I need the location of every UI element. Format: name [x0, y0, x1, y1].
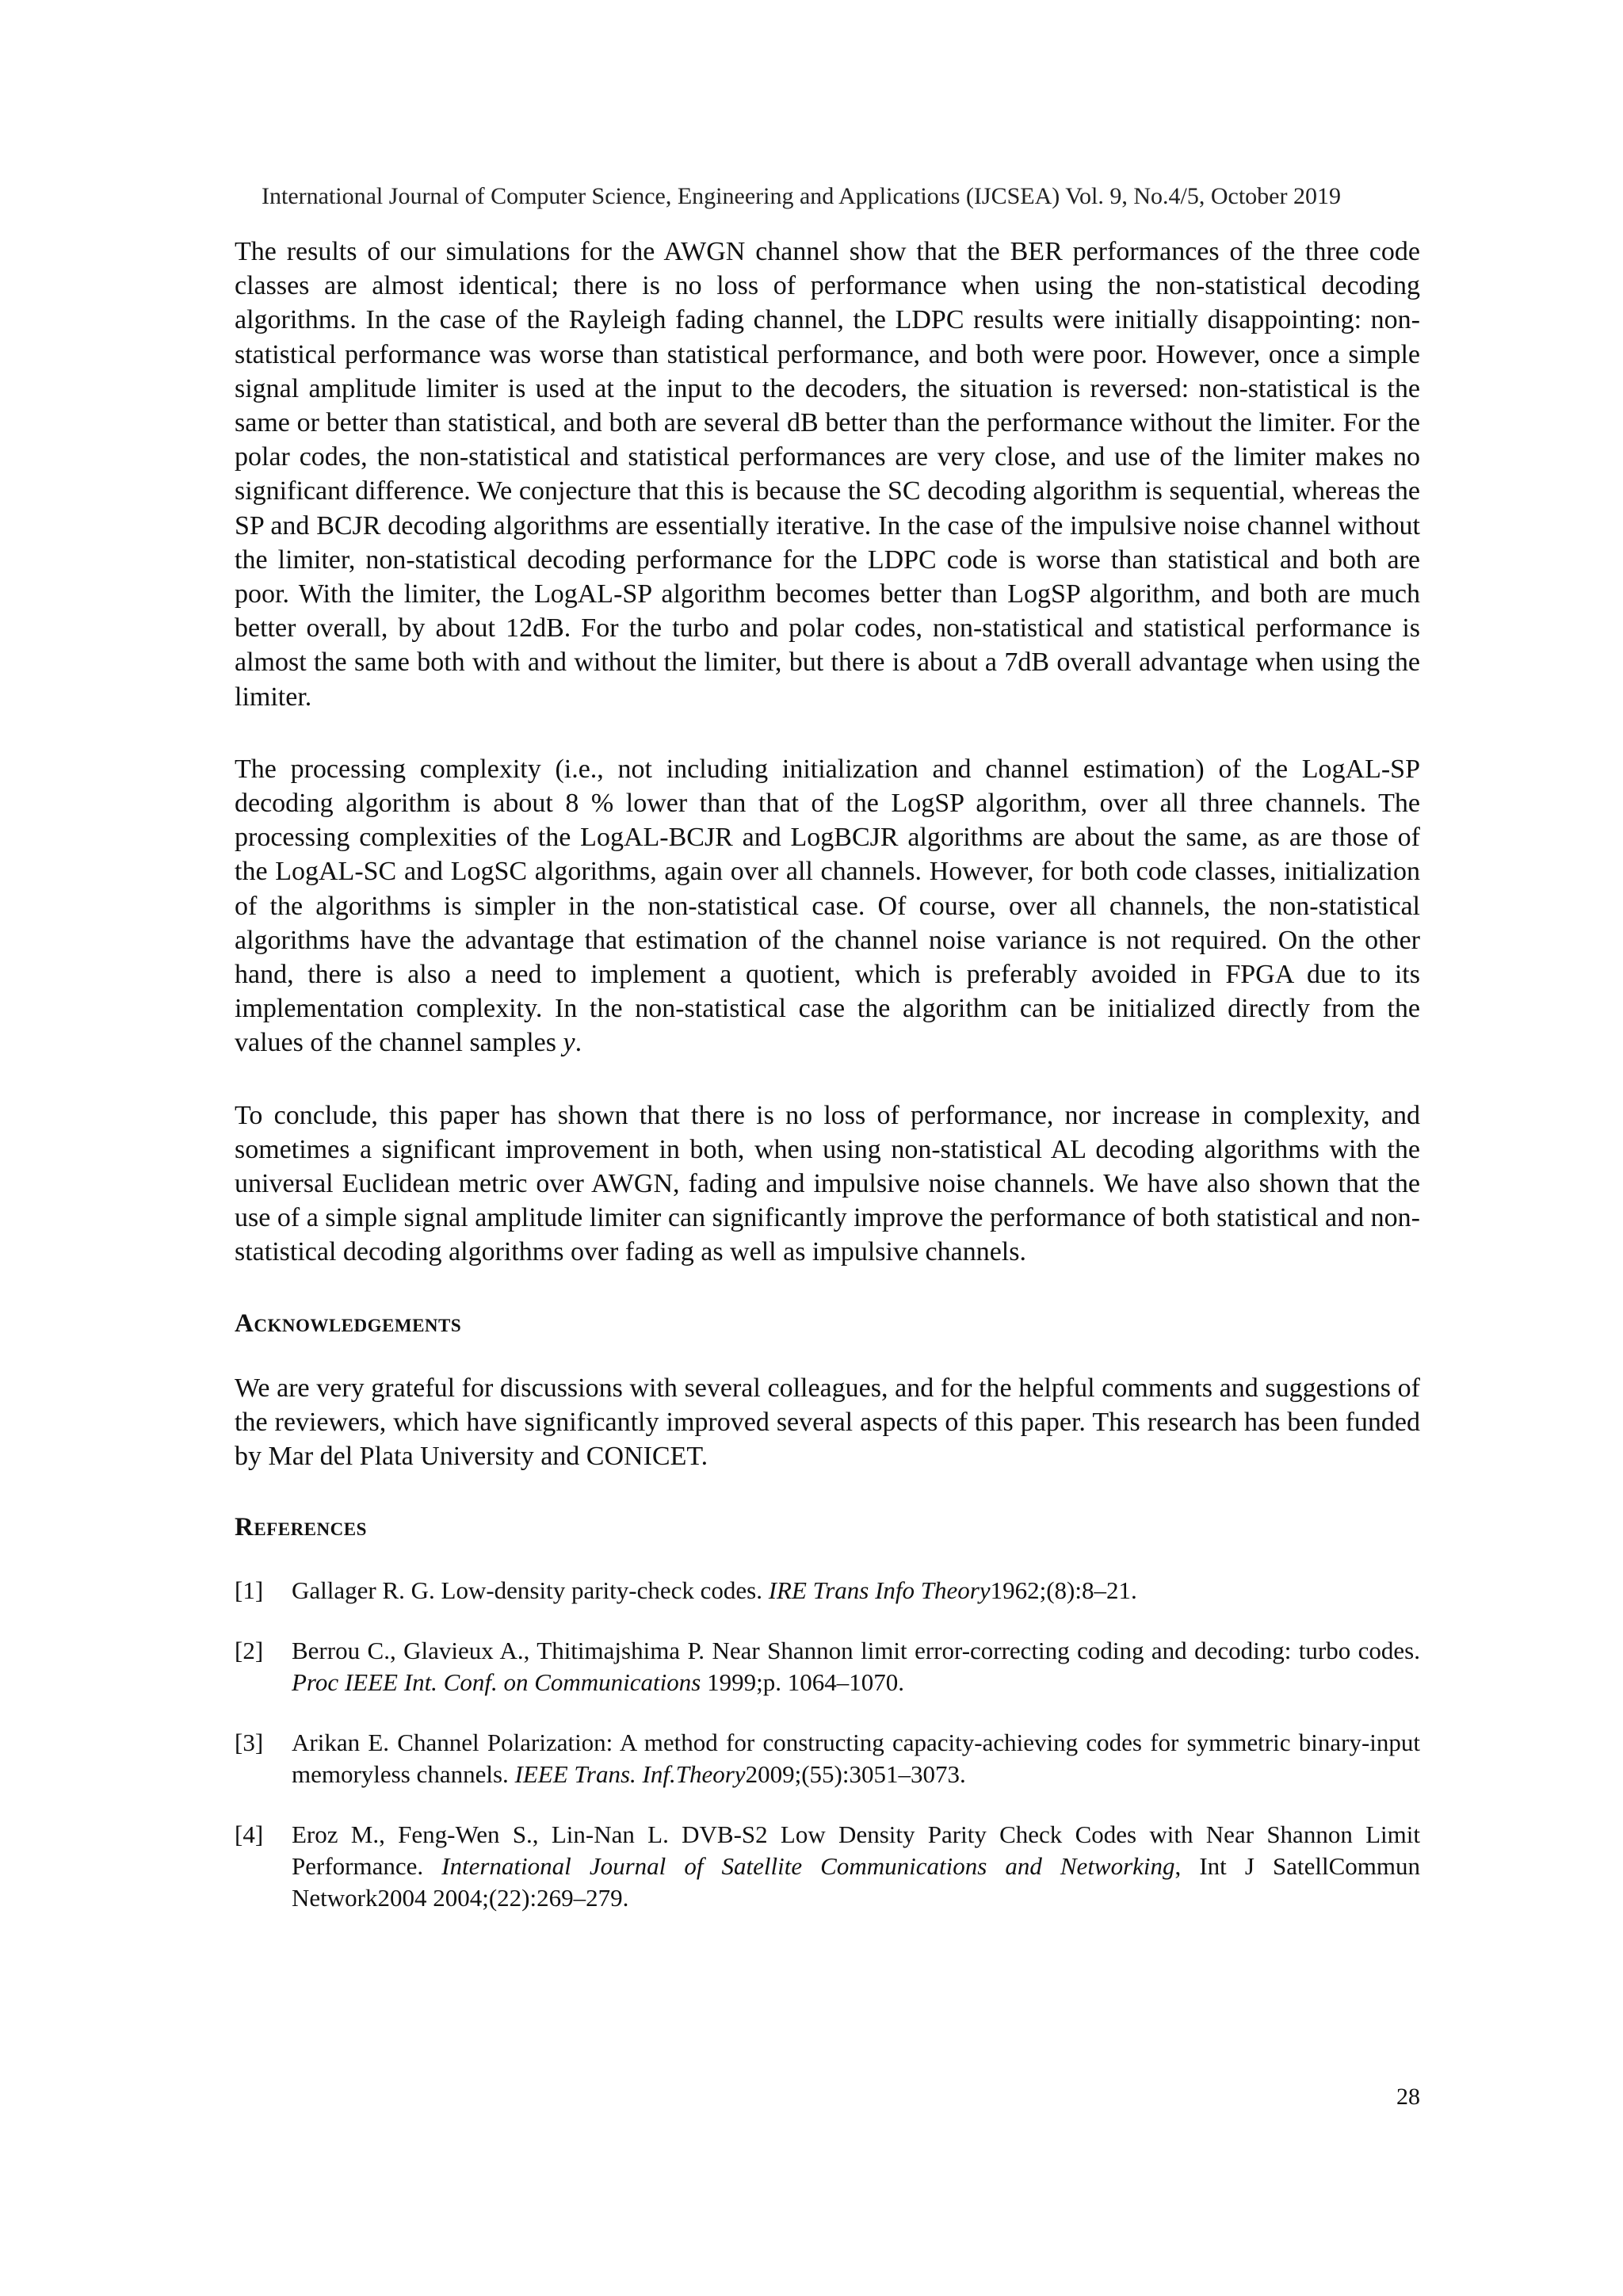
reference-body: [292, 1819, 1420, 1914]
references-heading: References: [235, 1513, 367, 1542]
reference-details: , Int J SatellCommun Network2004 2004;(22):269–279.: [292, 1852, 1420, 1912]
reference-details: 1999;p. 1064–1070.: [701, 1668, 904, 1697]
reference-number: [2]: [235, 1637, 264, 1665]
reference-authors-title: Berrou C., Glavieux A., Thitimajshima P. Near Shannon limit error-correcting coding and decoding: turbo codes.: [292, 1637, 1420, 1665]
reference-details: 2009;(55):3051–3073.: [745, 1760, 966, 1789]
reference-body: [292, 1727, 1420, 1790]
running-header: International Journal of Computer Science, Engineering and Applications (IJCSEA) Vol. 9, No.4/5, October 2019: [262, 183, 1341, 209]
reference-authors-title: Eroz M., Feng-Wen S., Lin-Nan L. DVB-S2 Low Density Parity Check Codes with Near Shannon Limit Performance.: [292, 1820, 1420, 1881]
reference-body: [292, 1635, 1420, 1698]
reference-venue: IRE Trans Info Theory: [768, 1576, 991, 1605]
acknowledgements-heading: Acknowledgements: [235, 1308, 462, 1338]
reference-number: [3]: [235, 1729, 264, 1757]
page-number: 28: [1396, 2084, 1420, 2110]
paragraph-conclusion: To conclude, this paper has shown that there is no loss of performance, nor increase in complexity, and sometimes a significant improvement in both, when using non-statistical AL decoding algorithms with the universal Euclidean metric over AWGN, fading and impulsive noise channels. We have also shown that the use of a simple signal amplitude limiter can significantly improve the performance of both statistical and non-statistical decoding algorithms over fading as well as impulsive channels.: [235, 1100, 1420, 1267]
acknowledgements-text: We are very grateful for discussions with several colleagues, and for the helpful comments and suggestions of the reviewers, which have significantly improved several aspects of this paper. This research has been funded by Mar del Plata University and CONICET.: [235, 1373, 1420, 1472]
paragraph-complexity: [235, 752, 1420, 1060]
reference-venue: IEEE Trans. Inf.Theory: [514, 1760, 746, 1789]
paragraph-results: The results of our simulations for the AWGN channel show that the BER performances of the three code classes are almost identical; there is no loss of performance when using the non-statistical decoding algorithms. In the case of the Rayleigh fading channel, the LDPC results were initially disappointing: non-statistical performance was worse than statistical performance, and both were poor. However, once a simple signal amplitude limiter is used at the input to the decoders, the situation is reversed: non-statistical is the same or better than statistical, and both are several dB better than the performance without the limiter. For the polar codes, the non-statistical and statistical performances are very close, and use of the limiter makes no significant difference. We conjecture that this is because the SC decoding algorithm is sequential, whereas the SP and BCJR decoding algorithms are essentially iterative. In the case of the impulsive noise channel without the limiter, non-statistical decoding performance for the LDPC code is worse than statistical and both are poor. With the limiter, the LogAL-SP algorithm becomes better than LogSP algorithm, and both are much better overall, by about 12dB. For the turbo and polar codes, non-statistical and statistical performance is almost the same both with and without the limiter, but there is about a 7dB overall advantage when using the limiter.: [235, 237, 1420, 712]
reference-list: [235, 1575, 1420, 1914]
reference-authors-title: Gallager R. G. Low-density parity-check codes.: [292, 1576, 769, 1605]
reference-venue: Proc IEEE Int. Conf. on Communications: [292, 1668, 701, 1697]
reference-number: [4]: [235, 1820, 264, 1849]
reference-body: [292, 1575, 1420, 1606]
paragraph-complexity-end: .: [575, 1028, 582, 1058]
reference-number: [1]: [235, 1576, 264, 1605]
paragraph-complexity-text: The processing complexity (i.e., not including initialization and channel estimation) of the LogAL-SP decoding algorithm is about 8 % lower than that of the LogSP algorithm, over all three channels. The processing complexities of the LogAL-BCJR and LogBCJR algorithms are about the same, as are those of the LogAL-SC and LogSC algorithms, again over all channels. However, for both code classes, initialization of the algorithms is simpler in the non-statistical case. Of course, over all channels, the non-statistical algorithms have the advantage that estimation of the channel noise variance is not required. On the other hand, there is also a need to implement a quotient, which is preferably avoided in FPGA due to its implementation complexity. In the non-statistical case the algorithm can be initialized directly from the values of the channel samples: [235, 754, 1420, 1058]
page-content: [235, 235, 1420, 1943]
reference-item: [235, 1727, 1420, 1790]
reference-authors-title: Arikan E. Channel Polarization: A method for constructing capacity-achieving codes for symmetric binary-input memoryless channels.: [292, 1729, 1420, 1789]
reference-item: [235, 1635, 1420, 1698]
reference-details: 1962;(8):8–21.: [990, 1576, 1137, 1605]
reference-item: [235, 1819, 1420, 1914]
reference-venue: International Journal of Satellite Communications and Networking: [441, 1852, 1175, 1881]
math-symbol-y: y: [563, 1028, 575, 1058]
reference-item: [235, 1575, 1420, 1606]
